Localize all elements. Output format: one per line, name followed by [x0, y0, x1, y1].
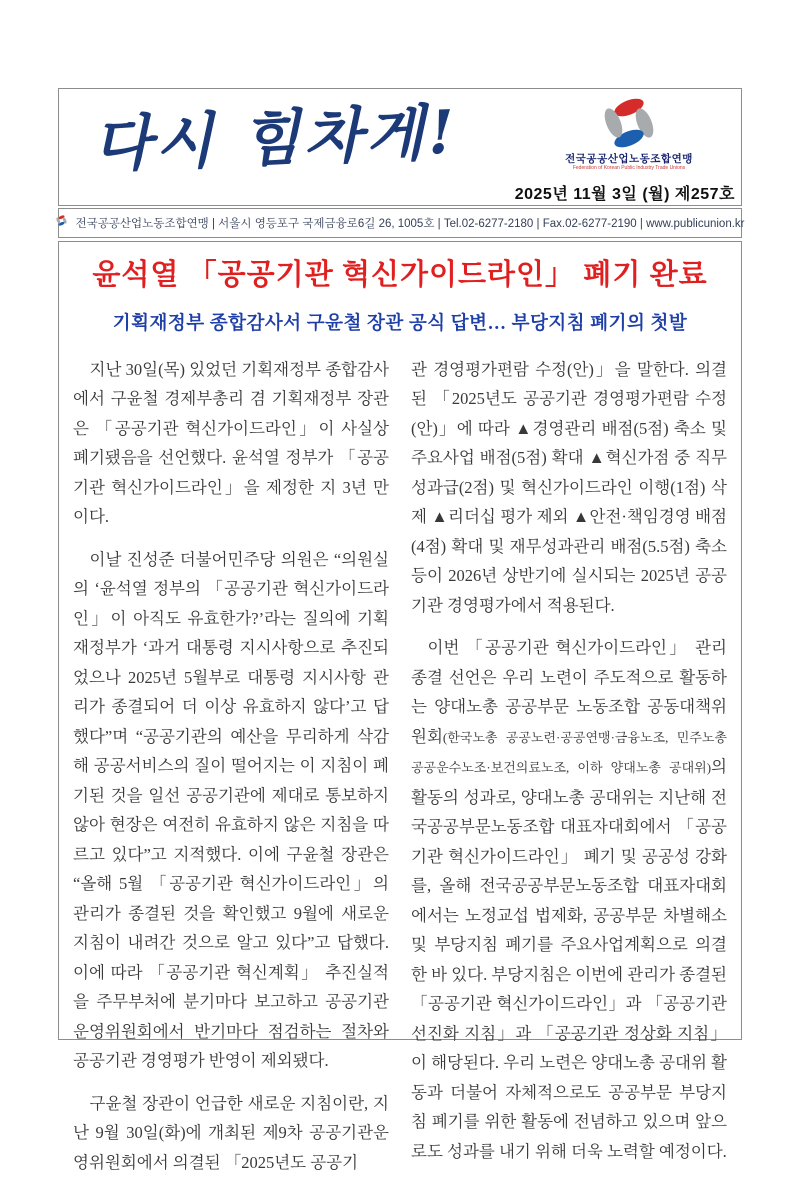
org-name-korean: 전국공공산업노동조합연맹	[565, 153, 693, 165]
issue-date-and-number: 2025년 11월 3일 (월) 제257호	[514, 186, 735, 203]
paragraph-parenthetical-small-text: (한국노총 공공노련·공공연맹·금융노조, 민주노총 공공운수노조·보건의료노조, 이하 양대노총 공대위)	[411, 729, 727, 776]
paragraph-continuation: 관 경영평가편람 수정(안)」을 말한다. 의결된 「2025년도 공공기관 경영평가편람 수정(안)」에 따라 ▲경영관리 배점(5점) 축소 및 주요사업 배점(5점) 확대 ▲혁신가점 중 직무성과급(2점) 및 혁신가이드라인 이행(1점) 삭제 ▲리더십 평가 제외 ▲안전·책임경영 배점(4점) 확대 및 재무성과관리 배점(5.5점) 축소 등이 2026년 상반기에 실시되는 2025년 공공기관 경영평가에서 적용된다.	[411, 359, 727, 615]
newsletter-document	[58, 88, 745, 1172]
org-name-english: Federation of Korean Public Industry Trade Unions	[572, 164, 686, 171]
masthead-calligraphy-slogan: 다시 힘차게!	[92, 97, 460, 181]
org-logo-block	[559, 92, 699, 171]
paragraph: 구윤철 장관이 언급한 새로운 지침이란, 지난 9월 30일(화)에 개최된 제9차 공공기관운영위원회에서 의결된 「2025년도 공공기	[73, 1093, 389, 1172]
article-body	[73, 355, 727, 1177]
article-right-column	[411, 355, 727, 1177]
union-pinwheel-logo-icon	[559, 92, 699, 154]
contact-bar	[58, 208, 745, 238]
article-subheadline: 기획재정부 종합감사서 구윤철 장관 공식 답변… 부당지침 폐기의 첫발	[112, 313, 688, 334]
article-left-column	[73, 355, 389, 1177]
paragraph-text: 이번 「공공기관 혁신가이드라인」 관리 종결 선언은 우리 노련이 주도적으로 활동하는 양대노총 공공부문 노동조합 공동대책위원회	[411, 638, 727, 746]
union-pinwheel-mini-icon	[55, 214, 68, 232]
article-headline: 윤석열 「공공기관 혁신가이드라인」 폐기 완료	[92, 259, 708, 291]
paragraph-text: 의 활동의 성과로, 양대노총 공대위는 지난해 전국공공부문노동조합 대표자대회에서 「공공기관 혁신가이드라인」 폐기 및 공공성 강화를, 올해 전국공공부문노동조합 대표자대회에서는 노정교섭 법제화, 공공부문 차별해소 및 부당지침 폐기를 주요사업계획으로 의결한 바 있다. 부당지침은 이번에 관리가 종결된 「공공기관 혁신가이드라인」과 「공공기관 선진화 지침」과 「공공기관 정상화 지침」이 해당된다. 우리 노련은 양대노총 공대위 활동과 더불어 자체적으로도 공공부문 부당지침 폐기를 위한 활동에 전념하고 있으며 앞으로도 성과를 내기 위해 더욱 노력할 예정이다.	[411, 757, 727, 1161]
paragraph	[411, 633, 727, 1166]
paragraph: 지난 30일(목) 있었던 기획재정부 종합감사에서 구윤철 경제부총리 겸 기획재정부 장관은 「공공기관 혁신가이드라인」이 사실상 폐기됐음을 선언했다. 윤석열 정부가 「공공기관 혁신가이드라인」을 제정한 지 3년 만이다.	[73, 359, 389, 527]
masthead	[58, 88, 742, 206]
contact-info-text: 전국공공산업노동조합연맹 | 서울시 영등포구 국제금융로6길 26, 1005호 | Tel.02-6277-2180 | Fax.02-6277-2190 | www.publicunion.kr	[75, 218, 745, 230]
article-box	[58, 241, 742, 1172]
paragraph: 이날 진성준 더불어민주당 의원은 “의원실의 ‘윤석열 정부의 「공공기관 혁신가이드라인」이 아직도 유효한가?’라는 질의에 기획재정부가 ‘과거 대통령 지시사항으로 추진되었으나 2025년 5월부로 대통령 지시사항 관리가 종결되어 더 이상 유효하지 않다’고 답했다”며 “공공기관의 예산을 무리하게 삭감해 공공서비스의 질이 떨어지는 이 지침이 폐기된 것을 일선 공공기관에 제대로 통보하지 않아 현장은 여전히 유효하지 않은 지침을 따르고 있다”고 지적했다. 이에 구윤철 장관은 “올해 5월 「공공기관 혁신가이드라인」의 관리가 종결된 것을 확인했고 9월에 새로운 지침이 내려간 것으로 알고 있다”고 답했다. 이에 따라 「공공기관 혁신계획」 추진실적을 주무부처에 분기마다 보고하고 공공기관운영위원회에서 반기마다 점검하는 절차와 공공기관 경영평가 반영이 제외됐다.	[73, 549, 389, 1071]
